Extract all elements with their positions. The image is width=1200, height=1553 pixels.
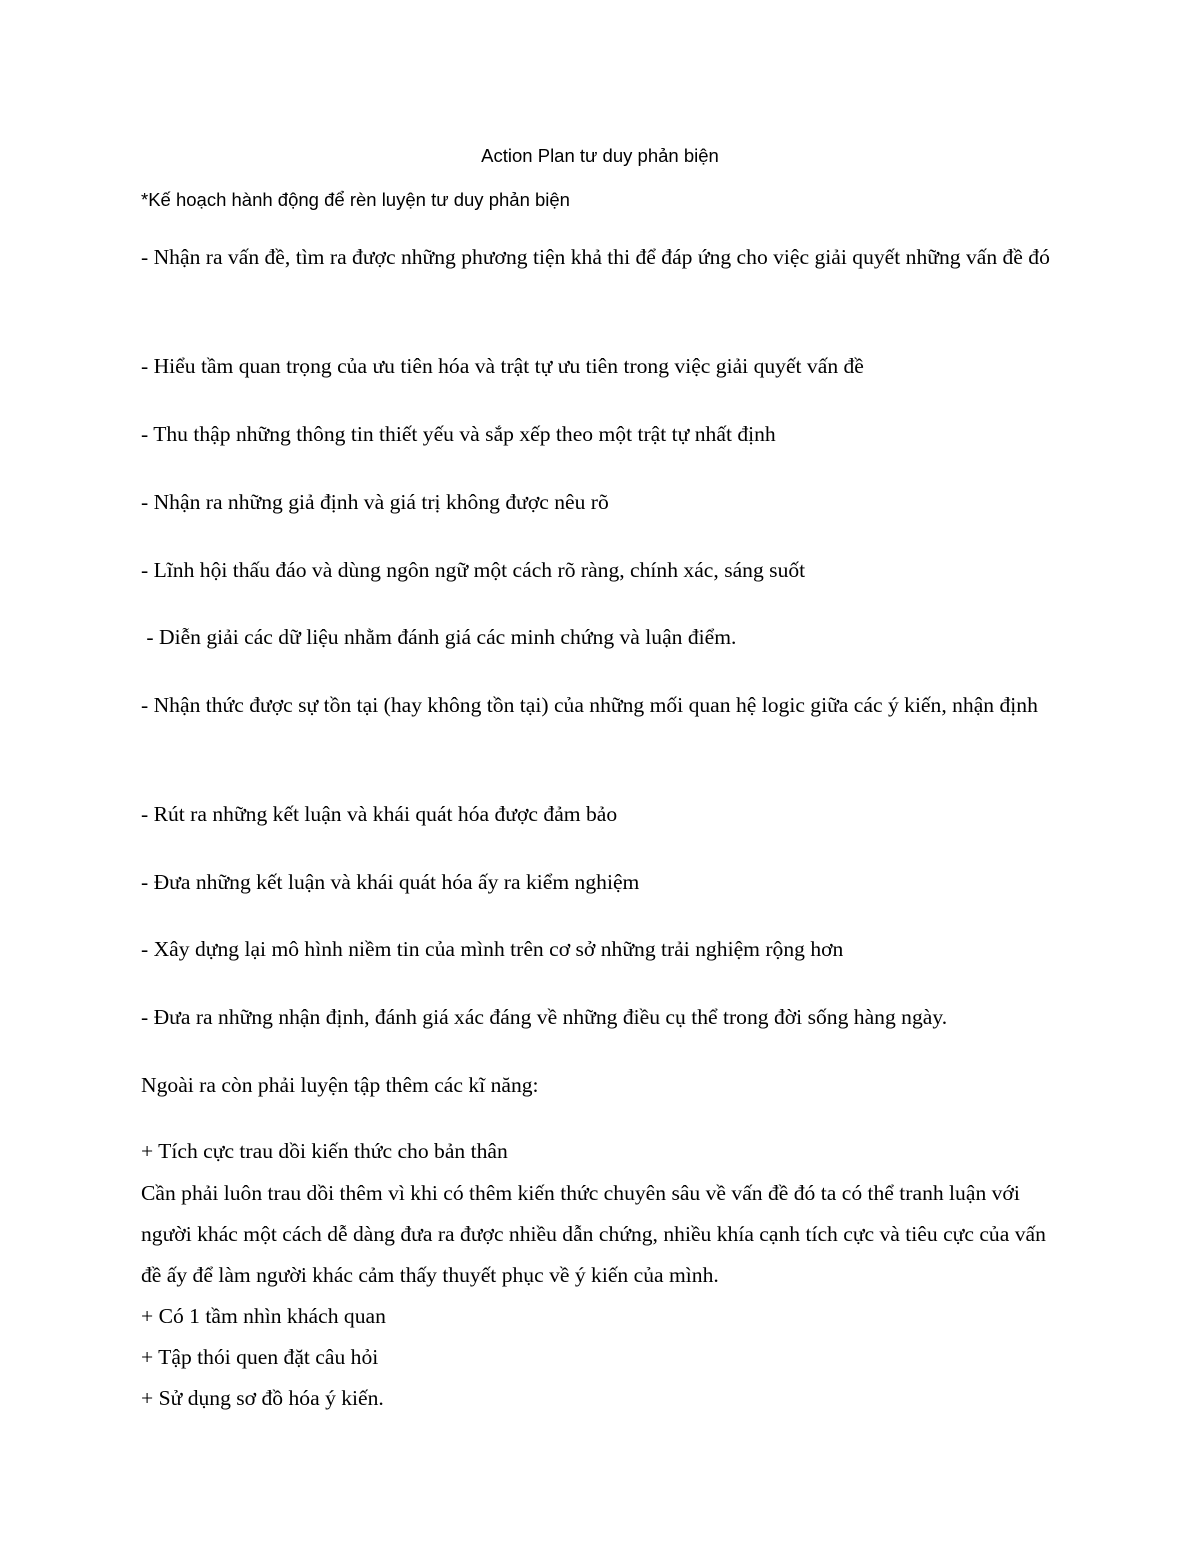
point-11: - Đưa ra những nhận định, đánh giá xác đáng về những điều cụ thể trong đời sống hàng ngày. <box>141 1005 948 1029</box>
point-10: - Xây dựng lại mô hình niềm tin của mình trên cơ sở những trải nghiệm rộng hơn <box>141 937 844 961</box>
skills-intro: Ngoài ra còn phải luyện tập thêm các kĩ năng: <box>141 1073 539 1097</box>
point-6: - Diễn giải các dữ liệu nhằm đánh giá các minh chứng và luận điểm. <box>141 625 737 649</box>
point-7: - Nhận thức được sự tồn tại (hay không tồn tại) của những mối quan hệ logic giữa các ý kiến, nhận định <box>141 693 1038 717</box>
skill-2: + Có 1 tầm nhìn khách quan <box>141 1304 386 1328</box>
skill-3: + Tập thói quen đặt câu hỏi <box>141 1345 379 1369</box>
document-title: Action Plan tư duy phản biện <box>481 145 719 166</box>
point-4: - Nhận ra những giả định và giá trị không được nêu rõ <box>141 490 609 514</box>
skill-4: + Sử dụng sơ đồ hóa ý kiến. <box>141 1386 384 1410</box>
point-8: - Rút ra những kết luận và khái quát hóa được đảm bảo <box>141 802 618 826</box>
skill-1-heading: + Tích cực trau dồi kiến thức cho bản thân <box>141 1139 508 1163</box>
document-subtitle: *Kế hoạch hành động để rèn luyện tư duy phản biện <box>141 189 570 210</box>
point-2: - Hiểu tầm quan trọng của ưu tiên hóa và trật tự ưu tiên trong việc giải quyết vấn đề <box>141 354 864 378</box>
point-1: - Nhận ra vấn đề, tìm ra được những phương tiện khả thi để đáp ứng cho việc giải quyết những vấn đề đó <box>141 245 1050 269</box>
point-9: - Đưa những kết luận và khái quát hóa ấy ra kiểm nghiệm <box>141 870 640 894</box>
point-5: - Lĩnh hội thấu đáo và dùng ngôn ngữ một cách rõ ràng, chính xác, sáng suốt <box>141 558 806 582</box>
point-3: - Thu thập những thông tin thiết yếu và sắp xếp theo một trật tự nhất định <box>141 422 776 446</box>
skill-1-detail: Cần phải luôn trau dồi thêm vì khi có thêm kiến thức chuyên sâu về vấn đề đó ta có thể tranh luận với người khác một cách dễ dàng đưa ra được nhiều dẫn chứng, nhiều khía cạnh tích cực và tiêu cực của vấn đề ấy để làm người khác cảm thấy thuyết phục về ý kiến của mình. <box>141 1181 1046 1287</box>
